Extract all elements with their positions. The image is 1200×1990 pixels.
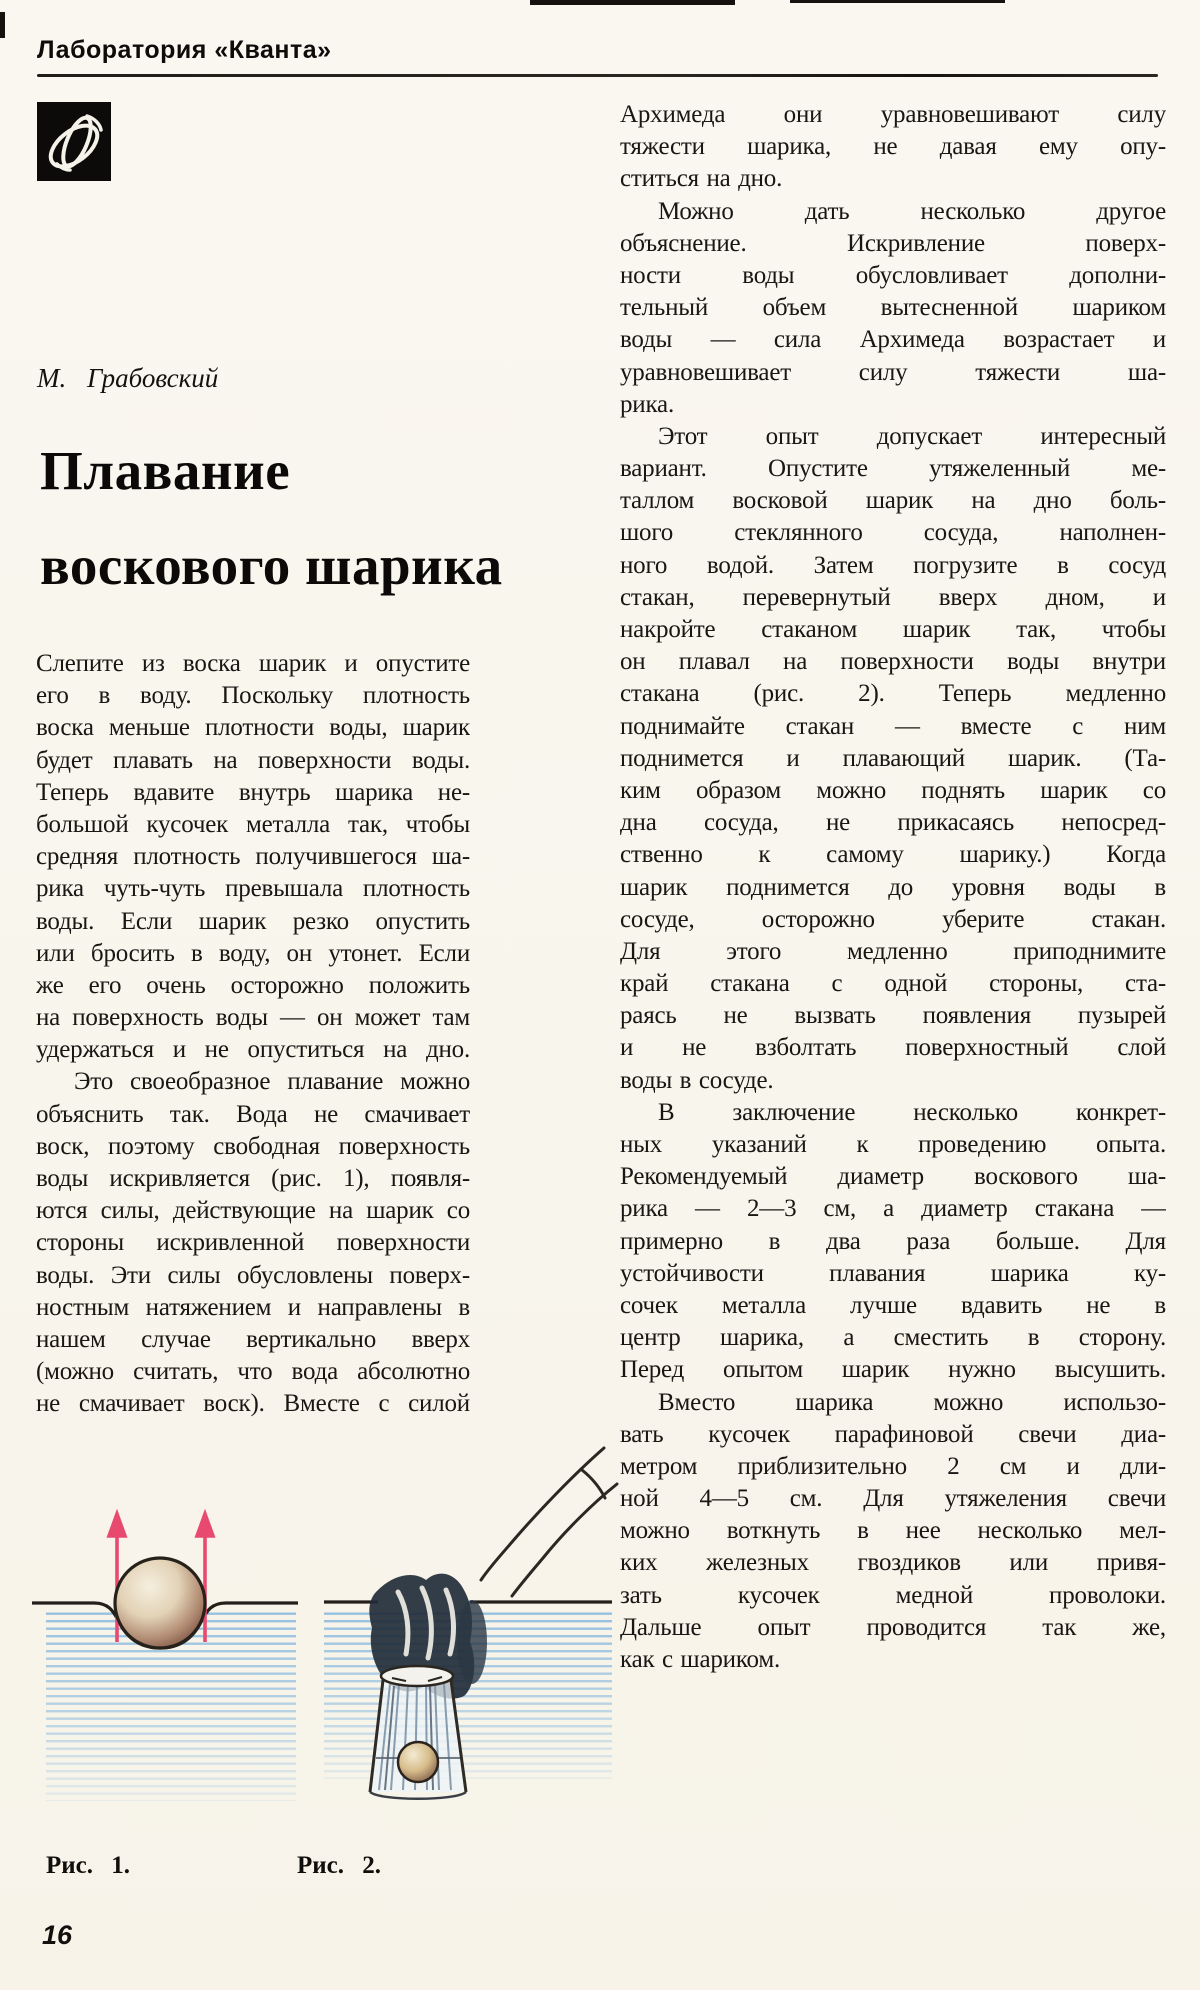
- text-line: ких железных гвоздиков или привя-: [620, 1549, 1166, 1577]
- scan-edge-mark: [530, 0, 735, 5]
- text-line: Можно дать несколько другое: [658, 197, 1166, 225]
- text-line: зать кусочек медной проволоки.: [620, 1581, 1166, 1609]
- hand-shadow: [457, 1600, 487, 1684]
- text-line: стакан, перевернутый вверх дном, и: [620, 583, 1166, 611]
- text-line: или бросить в воду, он утонет. Если: [36, 939, 470, 967]
- text-line: воск, поэтому свободная поверхность: [36, 1132, 470, 1160]
- text-line: шарик поднимется до уровня воды в: [620, 873, 1166, 901]
- text-line: сочек металла лучше вдавить не в: [620, 1291, 1166, 1319]
- text-line: рика.: [620, 390, 674, 418]
- text-line: дна сосуда, не прикасаясь непосред-: [620, 809, 1166, 837]
- text-column-right: [620, 99, 1166, 1676]
- text-column-left: [36, 648, 470, 1421]
- text-line: вать кусочек парафиновой свечи диа-: [620, 1420, 1166, 1448]
- text-line: Архимеда они уравновешивают силу: [620, 101, 1166, 128]
- text-line: стороны искривленной поверхности: [36, 1229, 470, 1257]
- text-line: рика чуть-чуть превышала плотность: [36, 875, 470, 903]
- text-line: тельный объем вытесненной шариком: [620, 294, 1166, 322]
- text-line: сосуде, осторожно уберите стакан.: [620, 905, 1166, 933]
- text-line: удержаться и не опуститься на дно.: [36, 1036, 470, 1064]
- text-line: В заключение несколько конкрет-: [658, 1098, 1166, 1126]
- scan-edge-mark: [790, 0, 1005, 3]
- text-line: можно воткнуть в нее несколько мел-: [620, 1517, 1166, 1545]
- text-line: ности воды обусловливает дополни-: [620, 261, 1166, 289]
- text-line: (можно считать, что вода абсолютно: [36, 1358, 470, 1386]
- text-line: Дальше опыт проводится так же,: [620, 1613, 1166, 1641]
- arm-outline: [481, 1448, 617, 1596]
- text-line: объяснить так. Вода не смачивает: [36, 1100, 470, 1128]
- text-line: Слепите из воска шарик и опустите: [36, 650, 470, 677]
- text-line: Перед опытом шарик нужно высушить.: [620, 1356, 1166, 1384]
- text-line: ной 4—5 см. Для утяжеления свечи: [620, 1485, 1166, 1513]
- article-title-line2: воскового шарика: [40, 535, 503, 596]
- scan-edge-mark: [0, 12, 5, 38]
- text-line: поднимайте стакан — вместе с ним: [620, 712, 1166, 740]
- text-line: ются силы, действующие на шарик со: [36, 1197, 470, 1225]
- text-line: ственно к самому шарику.) Когда: [620, 841, 1166, 869]
- text-line: большой кусочек металла так, чтобы: [36, 810, 470, 838]
- text-line: ного водой. Затем погрузите в сосуд: [620, 551, 1166, 579]
- text-line: Это своеобразное плавание можно: [74, 1068, 470, 1096]
- text-line: воды — сила Архимеда возрастает и: [620, 326, 1166, 354]
- text-line: шого стеклянного сосуда, наполнен-: [620, 519, 1166, 547]
- text-line: объяснение. Искривление поверх-: [620, 229, 1166, 257]
- text-line: же его очень осторожно положить: [36, 971, 470, 999]
- figure-1-caption: Рис. 1.: [46, 1852, 131, 1879]
- text-line: уравновешивает силу тяжести ша-: [620, 358, 1166, 386]
- text-line: ностным натяжением и направлены в: [36, 1293, 470, 1321]
- text-line: Теперь вдавите внутрь шарика не-: [36, 778, 470, 806]
- text-line: накройте стаканом шарик так, чтобы: [620, 616, 1166, 643]
- text-line: вариант. Опустите утяжеленный ме-: [620, 455, 1166, 483]
- kvant-lab-logo-icon: [37, 102, 111, 181]
- text-line: стакана (рис. 2). Теперь медленно: [620, 680, 1166, 708]
- text-line: воска меньше плотности воды, шарик: [36, 714, 470, 742]
- text-line: поднимется и плавающий шарик. (Та-: [620, 744, 1166, 772]
- text-line: не смачивает воск). Вместе с силой: [36, 1390, 470, 1418]
- text-line: устойчивости плавания шарика ку-: [620, 1259, 1166, 1287]
- text-line: воды искривляется (рис. 1), появля-: [36, 1165, 470, 1192]
- page-number: 16: [42, 1920, 73, 1950]
- text-line: воды. Эти силы обусловлены поверх-: [36, 1261, 470, 1289]
- text-line: воды в сосуде.: [620, 1066, 774, 1094]
- glass-bottom-rim: [381, 1666, 453, 1686]
- text-line: Рекомендуемый диаметр воскового ша-: [620, 1163, 1166, 1191]
- article-title: [40, 423, 503, 613]
- text-line: Вместо шарика можно использо-: [658, 1388, 1166, 1416]
- text-line: ных указаний к проведению опыта.: [620, 1131, 1166, 1158]
- text-line: метром приблизительно 2 см и дли-: [620, 1452, 1166, 1480]
- wax-ball-in-glass: [398, 1742, 438, 1782]
- glass: [370, 1666, 466, 1799]
- article-title-line1: Плавание: [40, 440, 291, 501]
- text-line: рика — 2—3 см, а диаметр стакана —: [620, 1195, 1166, 1223]
- text-line: раясь не вызвать появления пузырей: [620, 1002, 1166, 1030]
- text-line: на поверхность воды — он может там: [36, 1004, 470, 1032]
- text-line: он плавал на поверхности воды внутри: [620, 648, 1166, 676]
- text-line: воды. Если шарик резко опустить: [36, 907, 470, 935]
- text-line: будет плавать на поверхности воды.: [36, 746, 470, 774]
- text-line: как с шариком.: [620, 1646, 781, 1673]
- text-line: таллом восковой шарик на дно боль-: [620, 487, 1166, 515]
- figure-1-illustration: [30, 1470, 310, 1860]
- text-line: нашем случае вертикально вверх: [36, 1325, 470, 1353]
- text-line: Для этого медленно приподнимите: [620, 937, 1166, 965]
- text-line: примерно в два раза больше. Для: [620, 1227, 1166, 1255]
- text-line: край стакана с одной стороны, ста-: [620, 970, 1166, 998]
- text-line: и не взболтать поверхностный слой: [620, 1034, 1166, 1062]
- header-rule: [37, 74, 1158, 77]
- wax-ball: [115, 1558, 205, 1648]
- text-line: тяжести шарика, не давая ему опу-: [620, 133, 1166, 161]
- text-line: ким образом можно поднять шарик со: [620, 776, 1166, 804]
- text-line: средняя плотность получившегося ша-: [36, 843, 470, 871]
- text-line: Этот опыт допускает интересный: [658, 422, 1166, 450]
- author-byline: М. Грабовский: [37, 363, 219, 393]
- text-line: центр шарика, а сместить в сторону.: [620, 1324, 1166, 1352]
- figure-2-caption: Рис. 2.: [297, 1852, 382, 1879]
- text-line: ститься на дно.: [620, 165, 783, 193]
- text-line: его в воду. Поскольку плотность: [36, 682, 470, 710]
- figure-2-illustration: [320, 1440, 620, 1860]
- section-rubric: Лаборатория «Кванта»: [37, 36, 332, 64]
